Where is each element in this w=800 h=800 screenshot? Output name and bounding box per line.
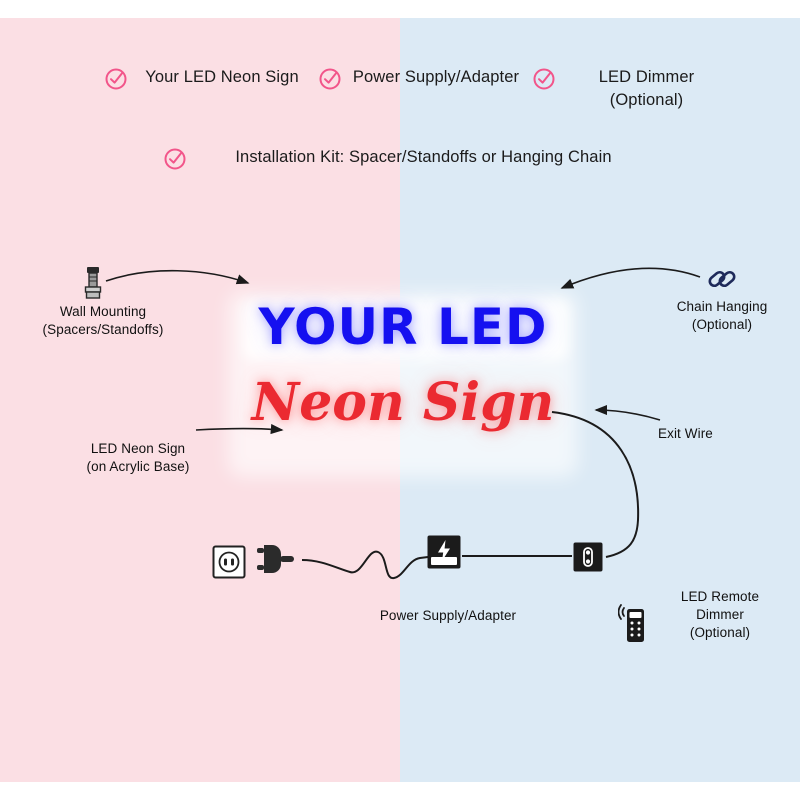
power-plug-icon [255, 541, 303, 588]
check-circle-icon [318, 67, 342, 91]
chain-link-icon [705, 262, 739, 301]
label-chain-hanging [652, 298, 792, 334]
label-led-neon-sign-line2: (on Acrylic Base) [86, 459, 190, 475]
label-wall-mounting-line2: (Spacers/Standoffs) [42, 322, 164, 338]
label-power-supply [352, 607, 544, 625]
label-wall-mounting-line1: Wall Mounting [59, 304, 147, 319]
label-chain-hanging-line2: (Optional) [691, 317, 753, 333]
label-led-remote-dimmer-line1: LED Remote [680, 589, 760, 604]
check-circle-icon [104, 67, 128, 91]
check-circle-icon [532, 67, 556, 91]
checklist-item-label: Power Supply/Adapter [352, 68, 520, 86]
checklist-item-led-dimmer [532, 66, 732, 112]
label-exit-wire-line1: Exit Wire [658, 426, 713, 441]
label-led-remote-dimmer-line3: (Optional) [689, 625, 751, 641]
label-led-remote-dimmer-line2: Dimmer [696, 607, 744, 623]
checklist-item-led-neon-sign [104, 66, 309, 91]
background-bottom-margin [0, 782, 800, 800]
label-led-remote-dimmer [636, 588, 800, 643]
wall-socket-icon [212, 545, 246, 584]
label-wall-mounting [14, 303, 192, 339]
background-top-margin [0, 0, 800, 18]
checklist-item-label: Your LED Neon Sign [145, 68, 299, 86]
label-led-neon-sign [58, 440, 218, 476]
label-exit-wire [658, 425, 748, 443]
neon-sign-line-1: YOUR LED [258, 298, 548, 356]
adapter-icon [426, 534, 462, 575]
checklist-item-label: Installation Kit: Spacer/Standoffs or Hanging Chain [235, 148, 612, 166]
inline-dimmer-icon [572, 541, 604, 578]
label-power-supply-line1: Power Supply/Adapter [379, 608, 517, 623]
label-led-neon-sign-line1: LED Neon Sign [90, 441, 186, 456]
checklist-item-installation-kit [163, 146, 653, 171]
neon-sign-line-2: Neon Sign [251, 372, 555, 433]
check-circle-icon [163, 147, 187, 171]
checklist-item-label: LED Dimmer (Optional) [598, 68, 695, 109]
checklist-item-power-supply [318, 66, 523, 91]
label-chain-hanging-line1: Chain Hanging [676, 299, 768, 314]
